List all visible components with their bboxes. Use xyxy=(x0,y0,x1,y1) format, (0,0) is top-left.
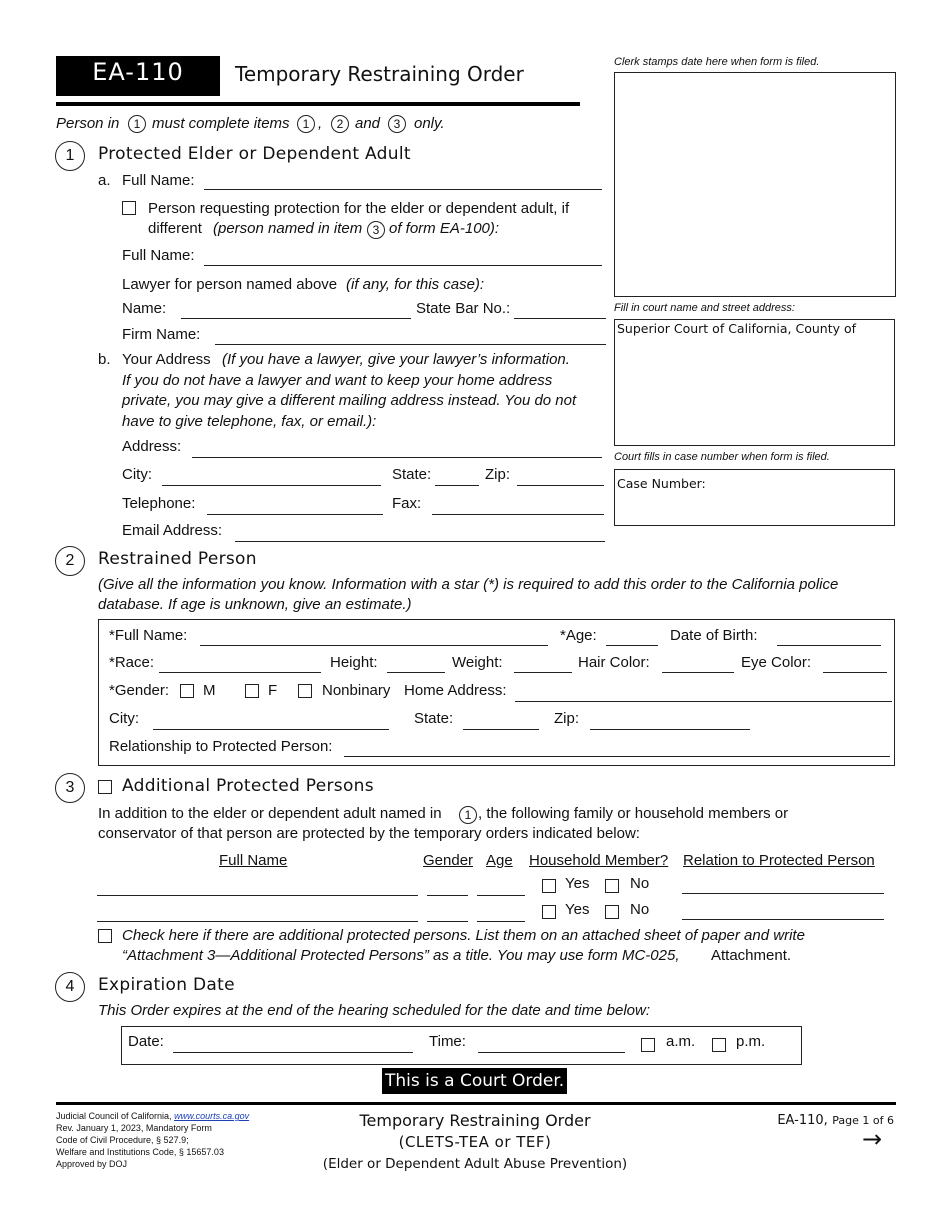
s2-gender-f-checkbox[interactable] xyxy=(245,684,259,698)
s3-row2-no-checkbox[interactable] xyxy=(605,905,619,919)
s1-zip-label: Zip: xyxy=(485,466,511,483)
s3-attachment-line2a: “Attachment 3—Additional Protected Persons” as a title. You may use form MC-025, xyxy=(122,947,680,964)
case-hint: Court fills in case number when form is filed. xyxy=(614,451,830,463)
s1-state-field[interactable] xyxy=(435,485,479,486)
s1-lawyer-label: Lawyer for person named above xyxy=(122,276,338,293)
header-rule xyxy=(56,102,580,106)
s4-note: This Order expires at the end of the hearing scheduled for the date and time below: xyxy=(98,1002,650,1019)
s3-row2-gender-field[interactable] xyxy=(427,921,468,922)
s1-address-heading: Your Address xyxy=(122,351,211,368)
s1-requester-line2a: different xyxy=(148,220,202,237)
section4-number: 4 xyxy=(55,972,85,1002)
s2-height-label: Height: xyxy=(330,654,378,671)
s3-row1-gender-field[interactable] xyxy=(427,895,468,896)
s3-row2-yes-label: Yes xyxy=(565,901,590,918)
s2-gender-m-checkbox[interactable] xyxy=(180,684,194,698)
s3-attachment-line2b: Attachment. xyxy=(711,947,792,964)
s2-age-field[interactable] xyxy=(606,645,658,646)
s1-address-label: Address: xyxy=(122,438,182,455)
s2-gender-m-label: M xyxy=(203,682,216,699)
s1-telephone-field[interactable] xyxy=(207,514,383,515)
s1-email-label: Email Address: xyxy=(122,522,223,539)
s1-city-field[interactable] xyxy=(162,485,381,486)
s4-pm-checkbox[interactable] xyxy=(712,1038,726,1052)
s4-am-checkbox[interactable] xyxy=(641,1038,655,1052)
s2-height-field[interactable] xyxy=(387,672,445,673)
s1-a-label: a. xyxy=(98,172,111,189)
footer-url-link[interactable]: www.courts.ca.gov xyxy=(174,1111,250,1121)
s1-lawyer-note: (if any, for this case): xyxy=(346,276,485,293)
form-title: Temporary Restraining Order xyxy=(235,62,524,86)
s1-full-name2-field[interactable] xyxy=(204,265,602,266)
footer-council xyxy=(56,1111,249,1123)
s3-col-full-name: Full Name xyxy=(219,852,288,869)
section1-number: 1 xyxy=(55,141,85,171)
s1-state-bar-field[interactable] xyxy=(514,318,606,319)
footer-council-text: Judicial Council of California, xyxy=(56,1111,172,1121)
s2-relationship-label: Relationship to Protected Person: xyxy=(109,738,333,755)
s2-full-name-label: *Full Name: xyxy=(109,627,188,644)
s2-eye-field[interactable] xyxy=(823,672,887,673)
s1-fax-field[interactable] xyxy=(432,514,604,515)
s2-eye-label: Eye Color: xyxy=(741,654,812,671)
s3-row2-name-field[interactable] xyxy=(97,921,418,922)
s3-col-gender: Gender xyxy=(423,852,474,869)
s3-col-age: Age xyxy=(486,852,513,869)
s1-email-field[interactable] xyxy=(235,541,605,542)
s4-time-label: Time: xyxy=(429,1033,466,1050)
s1-requester-checkbox[interactable] xyxy=(122,201,136,215)
case-label: Case Number: xyxy=(617,476,706,491)
s1-state-label: State: xyxy=(392,466,432,483)
s2-note-line2: database. If age is unknown, give an estimate.) xyxy=(98,596,412,613)
s2-home-address-field[interactable] xyxy=(515,701,892,702)
s2-dob-label: Date of Birth: xyxy=(670,627,758,644)
s3-attachment-checkbox[interactable] xyxy=(98,929,112,943)
s1-address-field[interactable] xyxy=(192,457,602,458)
s2-hair-field[interactable] xyxy=(662,672,734,673)
s2-note-line1: (Give all the information you know. Information with a star (*) is required to add this order to the California police xyxy=(98,576,839,593)
s2-relationship-field[interactable] xyxy=(344,756,890,757)
s3-attachment-line1: Check here if there are additional protected persons. List them on an attached sheet of paper and write xyxy=(122,927,805,944)
s1-address-note4: have to give telephone, fax, or email.): xyxy=(122,413,377,430)
s2-full-name-field[interactable] xyxy=(200,645,548,646)
instruction-comma: , xyxy=(318,115,323,132)
s4-am-label: a.m. xyxy=(666,1033,696,1050)
s3-intro-line2: conservator of that person are protected by the temporary orders indicated below: xyxy=(98,825,640,842)
s2-home-address-label: Home Address: xyxy=(404,682,507,699)
s1-city-label: City: xyxy=(122,466,152,483)
s3-row1-yes-checkbox[interactable] xyxy=(542,879,556,893)
s3-col-household: Household Member? xyxy=(529,852,669,869)
s1-address-note2: If you do not have a lawyer and want to keep your home address xyxy=(122,372,553,389)
s2-gender-nonbinary-checkbox[interactable] xyxy=(298,684,312,698)
s1-requester-line2b: (person named in item xyxy=(213,220,363,237)
instruction-prefix: Person in xyxy=(56,115,120,132)
s2-zip-label: Zip: xyxy=(554,710,580,727)
instruction-item-3: 3 xyxy=(388,115,406,133)
footer-form-id: EA-110, xyxy=(777,1113,828,1128)
s3-row1-no-checkbox[interactable] xyxy=(605,879,619,893)
s2-state-field[interactable] xyxy=(463,729,539,730)
s3-intro-b: , the following family or household members or xyxy=(478,805,789,822)
s2-state-label: State: xyxy=(414,710,454,727)
footer-page-number: Page 1 of 6 xyxy=(832,1114,894,1127)
s2-gender-f-label: F xyxy=(268,682,278,699)
section4-title: Expiration Date xyxy=(98,975,235,995)
s2-weight-field[interactable] xyxy=(514,672,572,673)
s3-row1-yes-label: Yes xyxy=(565,875,590,892)
clerk-stamp-hint: Clerk stamps date here when form is filed. xyxy=(614,56,820,68)
s2-weight-label: Weight: xyxy=(452,654,503,671)
s1-full-name-label: Full Name: xyxy=(122,172,195,189)
s1-name-label: Name: xyxy=(122,300,167,317)
s3-row1-relation-field[interactable] xyxy=(682,893,884,894)
s4-date-field[interactable] xyxy=(173,1052,413,1053)
footer-title2: (CLETS-TEA or TEF) xyxy=(398,1133,552,1151)
section3-title: Additional Protected Persons xyxy=(122,776,374,796)
s3-row1-no-label: No xyxy=(630,875,650,892)
section1-title: Protected Elder or Dependent Adult xyxy=(98,144,411,164)
footer-code1: Code of Civil Procedure, § 527.9; xyxy=(56,1135,189,1145)
clerk-stamp-box xyxy=(614,72,896,297)
instruction-suffix: only. xyxy=(414,115,445,132)
s1-address-note1: (If you have a lawyer, give your lawyer’s information. xyxy=(222,351,570,368)
next-page-arrow-icon[interactable]: → xyxy=(862,1125,883,1153)
s1-full-name2-label: Full Name: xyxy=(122,247,195,264)
s2-gender-nonbinary-label: Nonbinary xyxy=(322,682,391,699)
s1-b-label: b. xyxy=(98,351,111,368)
instruction-item-2: 2 xyxy=(331,115,349,133)
instruction-item-1: 1 xyxy=(128,115,146,133)
s3-row2-relation-field[interactable] xyxy=(682,919,884,920)
s1-requester-line1: Person requesting protection for the elder or dependent adult, if xyxy=(148,200,570,217)
form-id: EA-110 xyxy=(92,58,184,86)
s1-name-field[interactable] xyxy=(181,318,411,319)
s2-age-label: *Age: xyxy=(560,627,597,644)
s3-row2-no-label: No xyxy=(630,901,650,918)
footer-rev: Rev. January 1, 2023, Mandatory Form xyxy=(56,1123,212,1133)
section2-title: Restrained Person xyxy=(98,549,257,569)
s4-pm-label: p.m. xyxy=(736,1033,766,1050)
s1-fax-label: Fax: xyxy=(392,495,422,512)
footer-approved: Approved by DOJ xyxy=(56,1159,128,1169)
s2-gender-label: *Gender: xyxy=(109,682,170,699)
s3-intro-item: 1 xyxy=(459,806,477,824)
s1-address-note3: private, you may give a different mailing address instead. You do not xyxy=(122,392,577,409)
s1-firm-label: Firm Name: xyxy=(122,326,201,343)
s1-requester-item: 3 xyxy=(367,221,385,239)
footer-title1: Temporary Restraining Order xyxy=(359,1111,591,1130)
s1-requester-line2c: of form EA-100): xyxy=(389,220,500,237)
s2-city-label: City: xyxy=(109,710,139,727)
s3-row2-age-field[interactable] xyxy=(477,921,525,922)
s4-time-field[interactable] xyxy=(478,1052,625,1053)
footer-code2: Welfare and Institutions Code, § 15657.03 xyxy=(56,1147,224,1157)
s3-row1-age-field[interactable] xyxy=(477,895,525,896)
footer-rule xyxy=(56,1102,896,1105)
s2-zip-field[interactable] xyxy=(590,729,750,730)
s1-state-bar-label: State Bar No.: xyxy=(416,300,511,317)
court-box[interactable] xyxy=(614,319,895,446)
s1-firm-field[interactable] xyxy=(215,344,606,345)
s1-full-name-field[interactable] xyxy=(204,189,602,190)
s2-race-label: *Race: xyxy=(109,654,155,671)
court-order-banner: This is a Court Order. xyxy=(382,1068,567,1094)
s2-hair-label: Hair Color: xyxy=(578,654,650,671)
s3-row2-yes-checkbox[interactable] xyxy=(542,905,556,919)
s1-zip-field[interactable] xyxy=(517,485,604,486)
s3-intro-a: In addition to the elder or dependent adult named in xyxy=(98,805,442,822)
court-hint: Fill in court name and street address: xyxy=(614,302,795,314)
instruction-mid: must complete items xyxy=(152,115,290,132)
s3-row1-name-field[interactable] xyxy=(97,895,418,896)
s2-race-field[interactable] xyxy=(159,672,321,673)
s3-checkbox[interactable] xyxy=(98,780,112,794)
footer-title3: (Elder or Dependent Adult Abuse Prevention) xyxy=(322,1156,628,1172)
s1-telephone-label: Telephone: xyxy=(122,495,196,512)
s2-dob-field[interactable] xyxy=(777,645,881,646)
s2-city-field[interactable] xyxy=(153,729,389,730)
s4-date-label: Date: xyxy=(128,1033,164,1050)
court-text: Superior Court of California, County of xyxy=(617,321,857,336)
s3-col-relation: Relation to Protected Person xyxy=(683,852,875,869)
instruction-and: and xyxy=(355,115,381,132)
section3-number: 3 xyxy=(55,773,85,803)
instruction-item-1b: 1 xyxy=(297,115,315,133)
section2-number: 2 xyxy=(55,546,85,576)
